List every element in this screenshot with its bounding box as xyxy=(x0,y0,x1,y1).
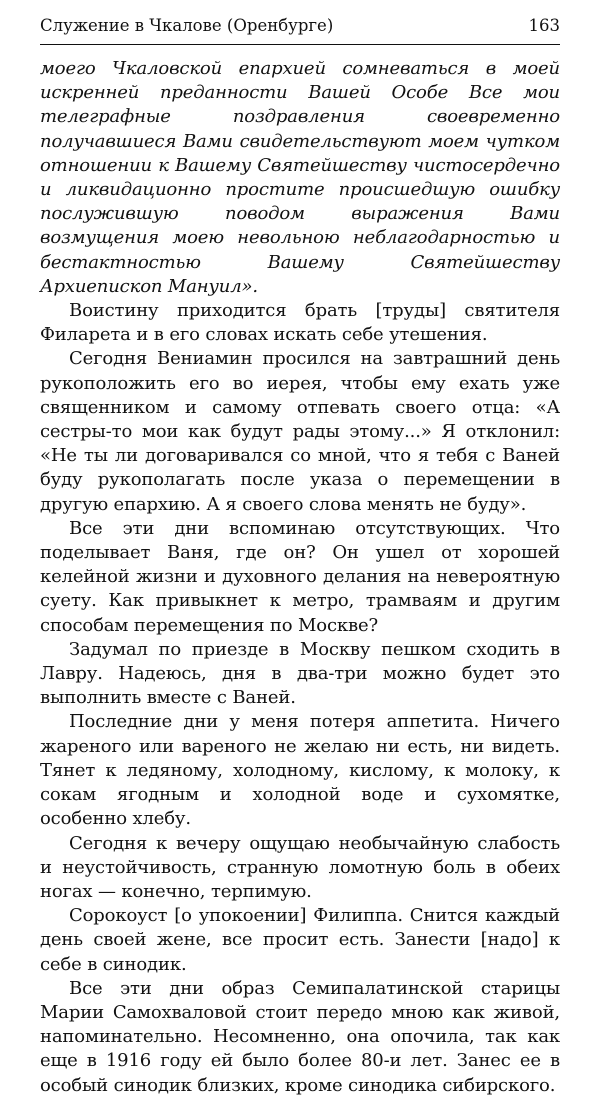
paragraph: Задумал по приезде в Москву пешком сходить в Лавру. Надеюсь, дня в два-три можно будет это выполнить вместе с Ваней. xyxy=(40,638,560,709)
running-header xyxy=(40,16,560,45)
paragraph: Все эти дни образ Семипалатинской старицы Марии Самохваловой стоит передо мною как живой, напоминательно. Несомненно, она опочила, так как еще в 1916 году ей было более 80-и лет. Занес ее в особый синодик близких, кроме синодика сибирского. xyxy=(40,977,560,1096)
telegram-quote-paragraph: моего Чкаловской епархией сомневаться в моей искренней преданности Вашей Особе Все мои телеграфные поздравления своевременно получавшиеся Вами свидетельствуют моем чутком отношении к Вашему Святейшеству чистосердечно и ликвидационно простите происшедшую ошибку послужившую поводом выражения Вами возмущения моею невольною неблагодарностью и бестактностью Вашему Святейшеству Архиепископ Мануил». xyxy=(40,58,560,297)
paragraph: Воистину приходится брать [труды] святителя Филарета и в его словах искать себе утешения. xyxy=(40,300,560,346)
paragraph: Сегодня Вениамин просился на завтрашний день рукоположить его во иерея, чтобы ему ехать уже священником и самому отпевать своего отца: «А сестры-то мои как будут рады этому...» Я отклонил: «Не ты ли договаривался со мной, что я тебя с Ваней буду рукополагать после указа о перемещении в другую епархию. А я своего слова менять не буду». xyxy=(40,348,560,515)
chapter-title: Служение в Чкалове (Оренбурге) xyxy=(40,16,334,35)
page-body xyxy=(40,57,560,1098)
paragraph: Сорокоуст [о упокоении] Филиппа. Снится каждый день своей жене, все просит есть. Занести [надо] к себе в синодик. xyxy=(40,905,560,975)
paragraph: Сегодня к вечеру ощущаю необычайную слабость и неустойчивость, странную ломотную боль в обеих ногах — конечно, терпимую. xyxy=(40,832,560,902)
page-number: 163 xyxy=(528,16,560,35)
paragraph: Все эти дни вспоминаю отсутствующих. Что поделывает Ваня, где он? Он ушел от хорошей келейной жизни и духовного делания на невероятную суету. Как привыкнет к метро, трамваям и другим способам перемещения по Москве? xyxy=(40,517,560,636)
paragraph: Последние дни у меня потеря аппетита. Ничего жареного или вареного не желаю ни есть, ни видеть. Тянет к ледяному, холодному, кислому, к молоку, к сокам ягодным и холодной воде и сухомятке, особенно хлебу. xyxy=(40,711,560,830)
